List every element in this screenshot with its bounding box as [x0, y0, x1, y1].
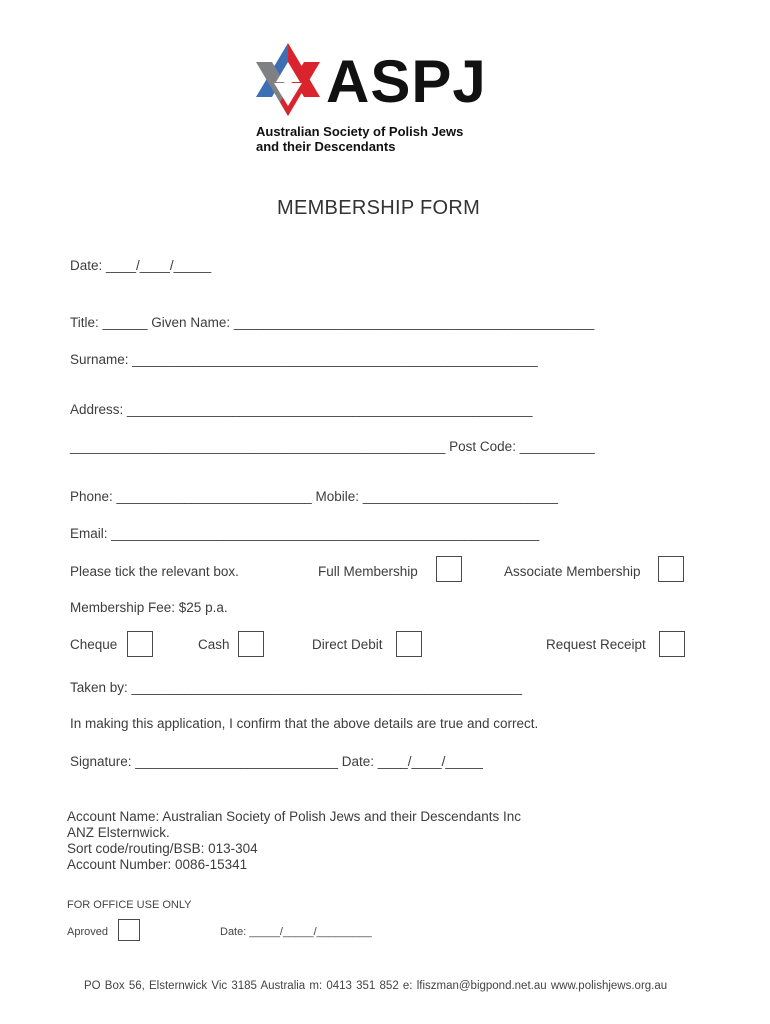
request-receipt-label: Request Receipt	[546, 637, 646, 652]
approved-label: Aproved	[67, 926, 108, 938]
account-name: Account Name: Australian Society of Polish Jews and their Descendants Inc	[67, 809, 521, 824]
office-use-heading: FOR OFFICE USE ONLY	[67, 899, 192, 911]
phone-mobile-field[interactable]: Phone: __________________________ Mobile: __________________________	[70, 489, 558, 504]
account-details	[67, 809, 521, 873]
associate-membership-label: Associate Membership	[504, 564, 641, 579]
email-field[interactable]: Email: _________________________________________________________	[70, 526, 540, 541]
footer-contact: PO Box 56, Elsternwick Vic 3185 Australia m: 0413 351 852 e: lfiszman@bigpond.net.au www.polishjews.org.au	[84, 980, 668, 992]
cash-label: Cash	[198, 637, 230, 652]
logo-tagline	[256, 124, 463, 154]
cheque-checkbox[interactable]	[127, 631, 153, 657]
address-postcode-field[interactable]: __________________________________________________ Post Code: __________	[70, 439, 595, 454]
account-number: Account Number: 0086-15341	[67, 857, 248, 872]
associate-membership-checkbox[interactable]	[658, 556, 684, 582]
form-title: MEMBERSHIP FORM	[277, 197, 481, 219]
membership-fee: Membership Fee: $25 p.a.	[70, 600, 228, 615]
cash-checkbox[interactable]	[238, 631, 264, 657]
tagline-line1: Australian Society of Polish Jews	[256, 124, 464, 139]
cheque-label: Cheque	[70, 637, 118, 652]
full-membership-label: Full Membership	[318, 564, 418, 579]
bsb-code: Sort code/routing/BSB: 013-304	[67, 841, 258, 856]
tagline-line2: and their Descendants	[256, 139, 396, 154]
direct-debit-checkbox[interactable]	[396, 631, 422, 657]
surname-field[interactable]: Surname: ______________________________________________________	[70, 352, 538, 367]
date-field[interactable]: Date: ____/____/_____	[70, 258, 212, 273]
address-field[interactable]: Address: ______________________________________________________	[70, 402, 533, 417]
logo-wordmark: ASPJ	[326, 48, 487, 115]
full-membership-checkbox[interactable]	[436, 556, 462, 582]
taken-by-field[interactable]: Taken by: ____________________________________________________	[70, 680, 522, 695]
star-of-david-icon	[256, 43, 320, 116]
tick-prompt: Please tick the relevant box.	[70, 564, 239, 579]
title-given-name-field[interactable]: Title: ______ Given Name: ________________________________________________	[70, 315, 595, 330]
bank-branch: ANZ Elsternwick.	[67, 825, 170, 840]
office-date-field[interactable]: Date: _____/_____/_________	[220, 926, 372, 938]
signature-date-field[interactable]: Signature: ___________________________ Date: ____/____/_____	[70, 754, 483, 769]
confirmation-statement: In making this application, I confirm that the above details are true and correct.	[70, 716, 539, 731]
approved-checkbox[interactable]	[118, 919, 140, 941]
direct-debit-label: Direct Debit	[312, 637, 383, 652]
request-receipt-checkbox[interactable]	[659, 631, 685, 657]
aspj-logo	[248, 40, 528, 116]
